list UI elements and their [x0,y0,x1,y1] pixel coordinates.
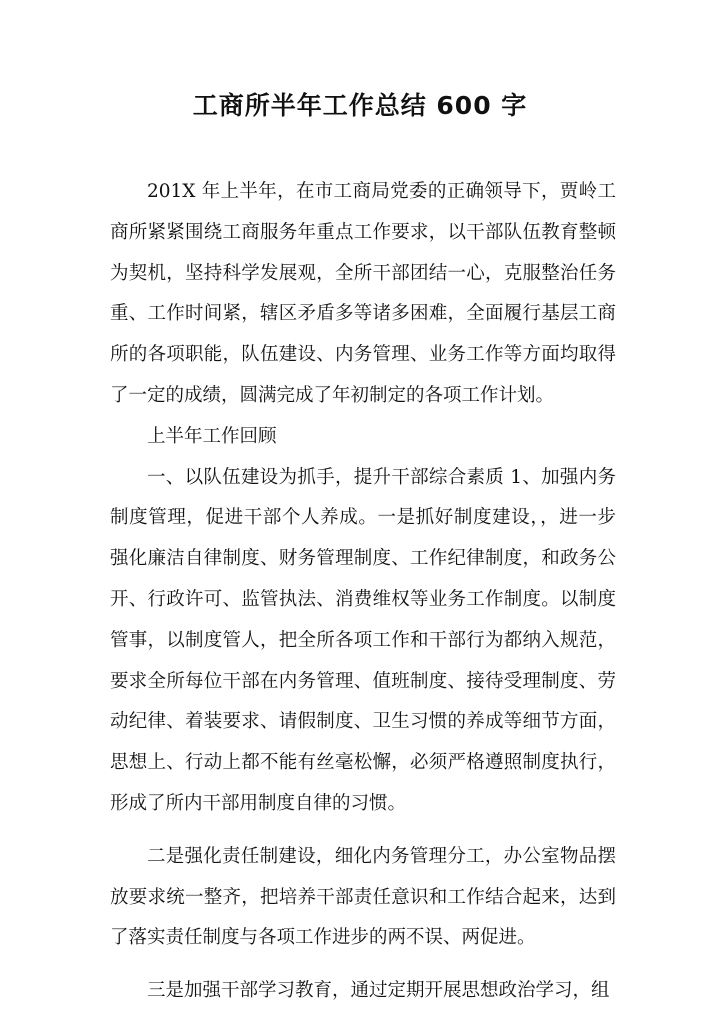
paragraph-responsibility: 二是强化责任制建设，细化内务管理分工，办公室物品摆放要求统一整齐，把培养干部责任意识和工作结合起来，达到了落实责任制度与各项工作进步的两不误、两促进。 [110,845,616,949]
document-title: 工商所半年工作总结 600 字 [192,91,528,120]
section-heading: 上半年工作回顾 [147,425,277,447]
paragraph-study: 三是加强干部学习教育，通过定期开展思想政治学习，组 [147,980,610,1002]
paragraph-intro: 201X 年上半年，在市工商局党委的正确领导下，贾岭工商所紧紧围绕工商服务年重点工作要求，以干部队伍教育整顿为契机，坚持科学发展观，全所干部团结一心，克服整治任务重、工作时间紧，辖区矛盾多等诸多困难，全面履行基层工商所的各项职能，队伍建设、内务管理、业务工作等方面均取得了一定的成绩，圆满完成了年初制定的各项工作计划。 [110,181,616,406]
paragraph-team-building: 一、以队伍建设为抓手，提升干部综合素质 1、加强内务制度管理，促进干部个人养成。一是抓好制度建设，，进一步强化廉洁自律制度、财务管理制度、工作纪律制度，和政务公开、行政许可、监管执法、消费维权等业务工作制度。以制度管事，以制度管人，把全所各项工作和干部行为都纳入规范，要求全所每位干部在内务管理、值班制度、接待受理制度、劳动纪律、着装要求、请假制度、卫生习惯的养成等细节方面，思想上、行动上都不能有丝毫松懈，必须严格遵照制度执行，形成了所内干部用制度自律的习惯。 [110,466,616,814]
document-body [110,172,616,1012]
